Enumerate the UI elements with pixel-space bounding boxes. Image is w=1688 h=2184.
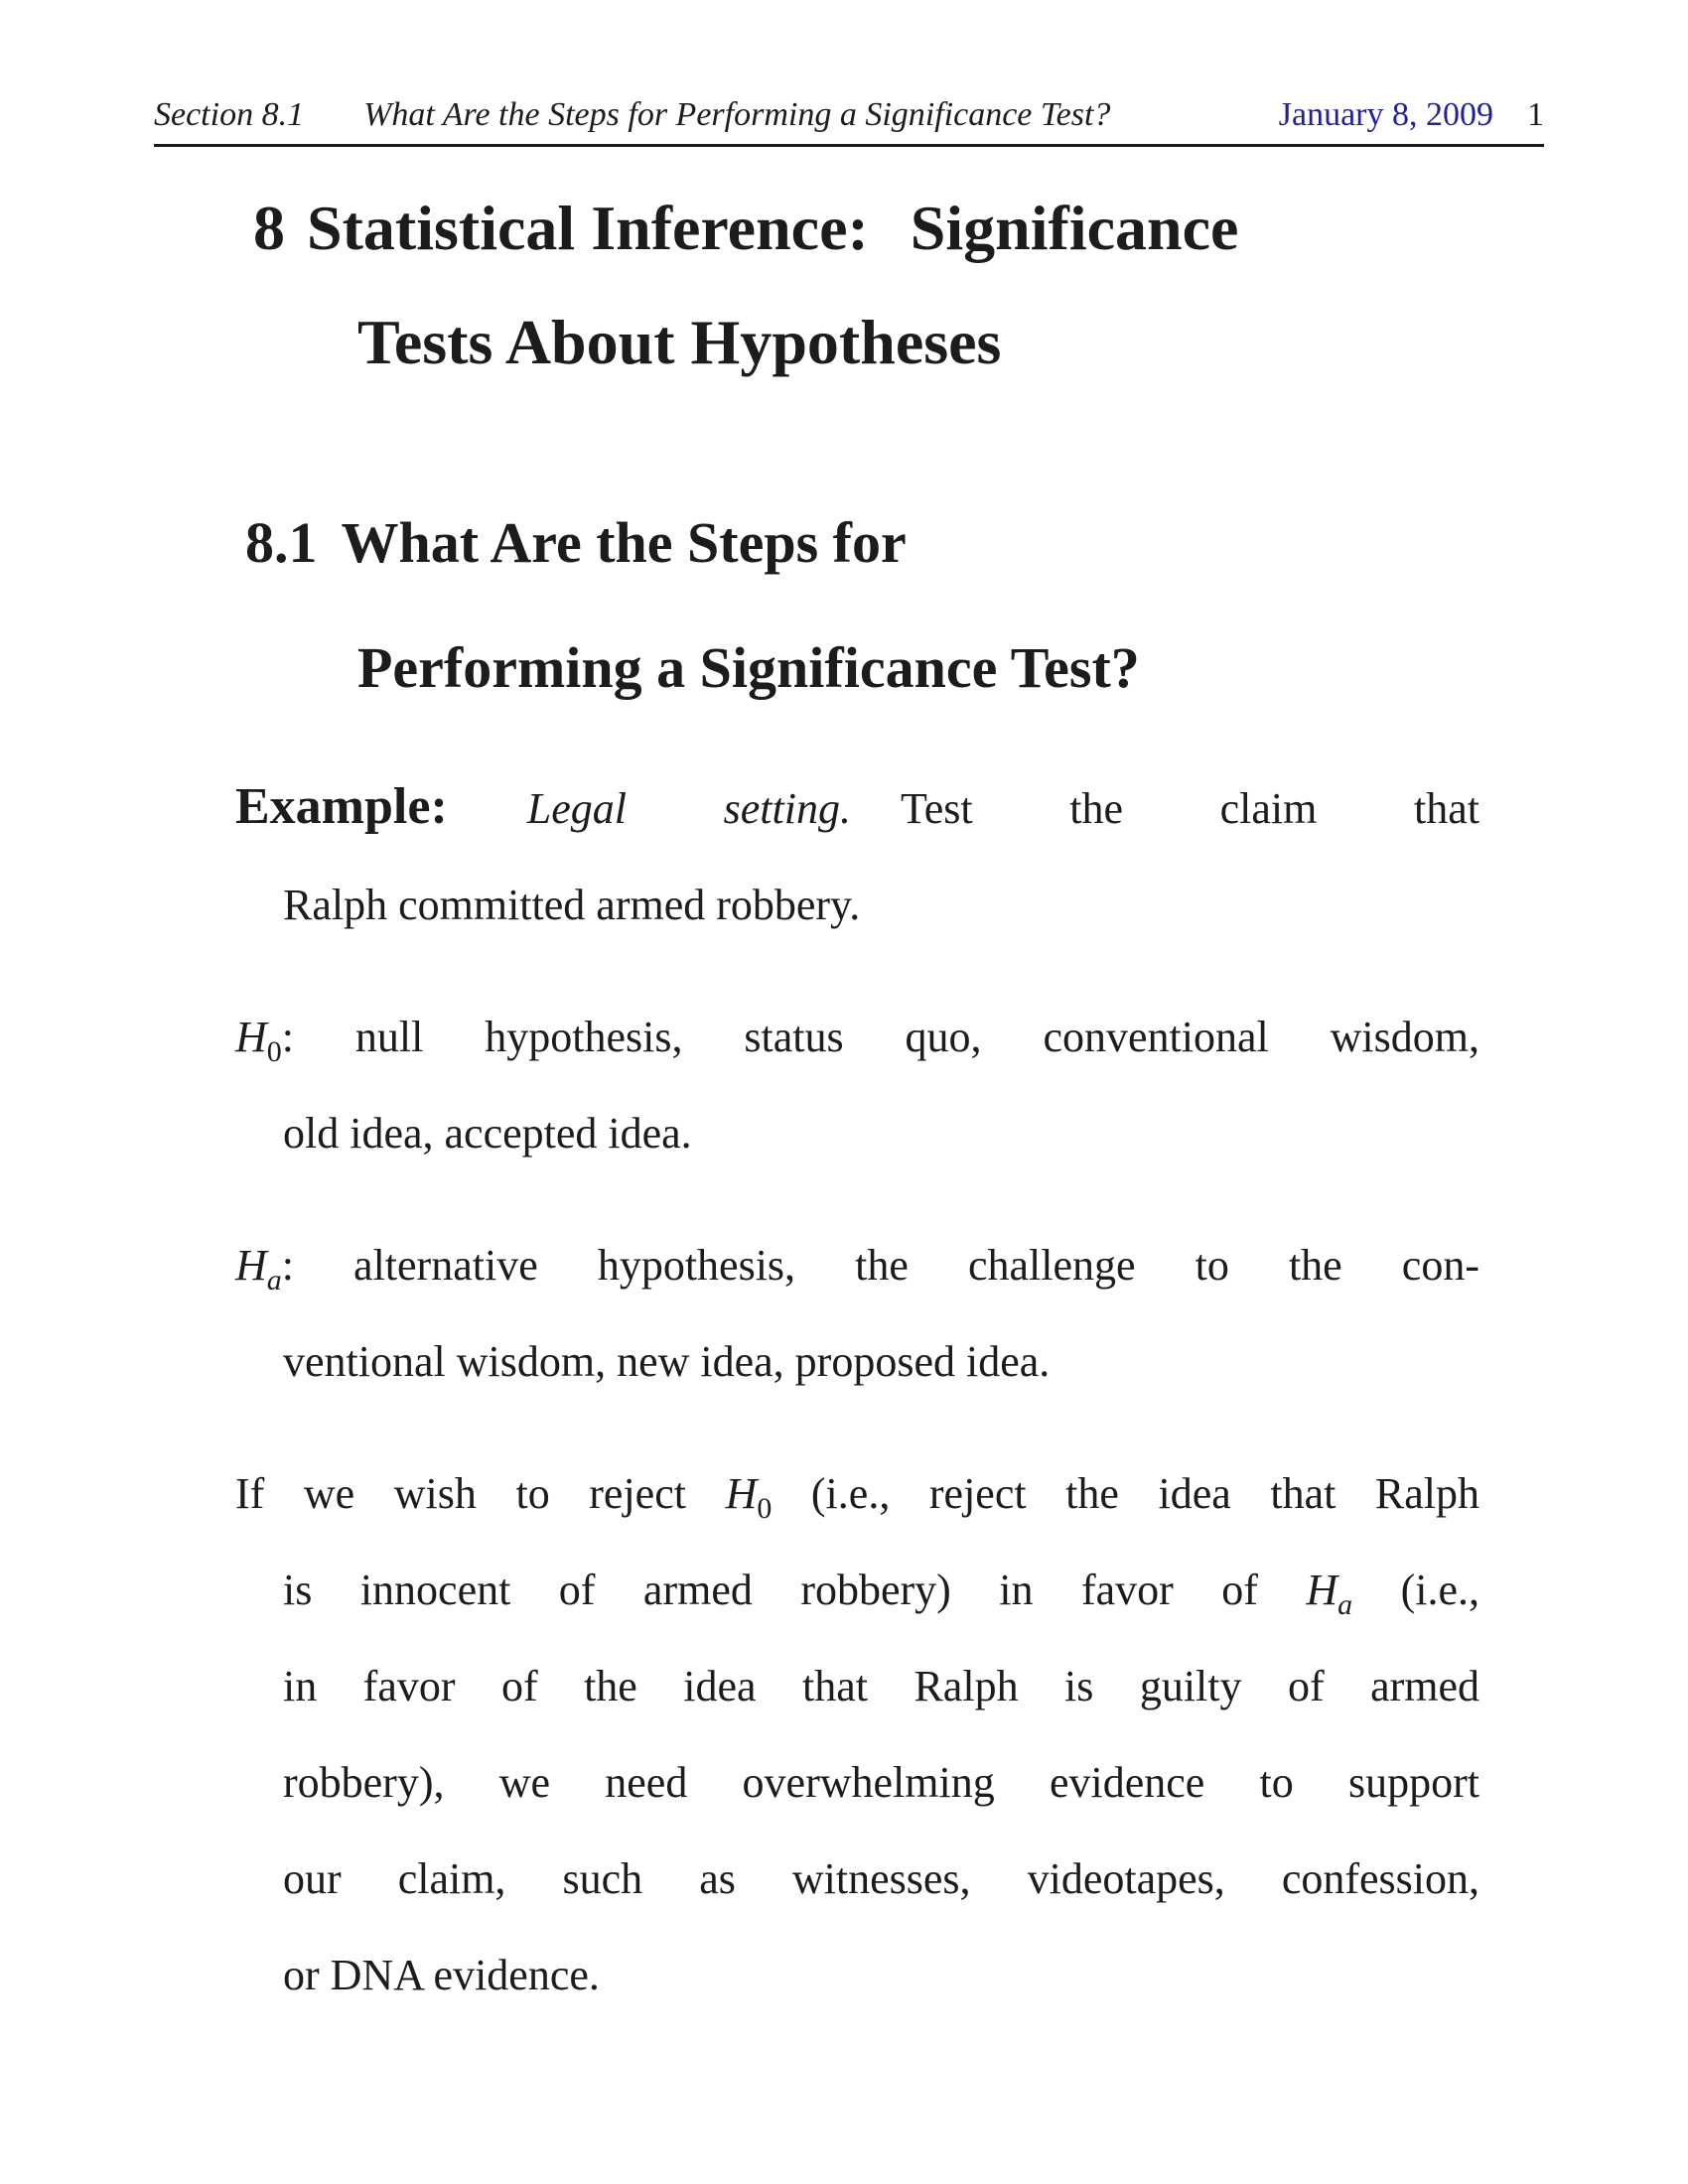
rejection-line-1-pre: If we wish to reject <box>235 1469 686 1518</box>
rejection-paragraph <box>235 1445 1480 2023</box>
null-hypothesis-line-1 <box>235 989 1479 1085</box>
alternative-hypothesis-text: : alternative hypothesis, the challenge to the con- <box>281 1241 1479 1290</box>
body-text <box>235 758 1480 2023</box>
chapter-title-text: Statistical Inference: <box>307 193 869 263</box>
ha-letter: H <box>235 1241 267 1290</box>
null-hypothesis-paragraph <box>235 989 1479 1181</box>
ha-subscript-inline: a <box>1337 1587 1353 1621</box>
alternative-hypothesis-paragraph <box>235 1217 1479 1410</box>
null-hypothesis-line-2: old idea, accepted idea. <box>283 1109 692 1158</box>
page-header <box>154 95 1544 135</box>
example-claim-text: Test the claim that <box>900 784 1479 833</box>
chapter-title-text-cont: Significance <box>910 193 1239 263</box>
rejection-line-3: in favor of the idea that Ralph is guilty of armed <box>283 1662 1479 1710</box>
rejection-line-5: our claim, such as witnesses, videotapes, confession, <box>283 1854 1479 1903</box>
example-setting-italic: Legal setting. <box>526 784 851 833</box>
header-right <box>1279 95 1544 135</box>
rejection-line-1-post: (i.e., reject the idea that Ralph <box>810 1469 1480 1518</box>
alternative-hypothesis-line-2: ventional wisdom, new idea, proposed idea. <box>283 1337 1051 1386</box>
ha-letter-inline: H <box>1306 1566 1338 1614</box>
header-rule-divider <box>154 144 1544 147</box>
ha-symbol <box>235 1241 282 1297</box>
null-hypothesis-text: : null hypothesis, status quo, conventional wisdom, <box>281 1013 1479 1061</box>
rejection-line-6: or DNA evidence. <box>283 1951 600 1999</box>
header-running-title: What Are the Steps for Performing a Significance Test? <box>363 96 1111 133</box>
page-number: 1 <box>1527 96 1544 133</box>
example-line-1 <box>235 758 1479 857</box>
section-heading-line-1 <box>245 480 1688 606</box>
h0-symbol <box>235 1013 282 1068</box>
rejection-line-1 <box>235 1445 1480 1542</box>
h0-letter-inline: H <box>725 1469 758 1518</box>
h0-subscript-inline: 0 <box>757 1491 773 1525</box>
ha-symbol-inline <box>1306 1566 1353 1621</box>
example-label: Example: <box>235 778 448 835</box>
chapter-title <box>253 171 1688 399</box>
ha-subscript: a <box>266 1263 282 1297</box>
section-number: 8.1 <box>245 510 318 575</box>
alternative-hypothesis-line-1 <box>235 1217 1479 1313</box>
section-heading-text: What Are the Steps for <box>341 510 907 575</box>
rejection-line-4: robbery), we need overwhelming evidence to support <box>283 1758 1479 1807</box>
header-date: January 8, 2009 <box>1278 96 1493 133</box>
header-section-label: Section 8.1 <box>154 96 305 133</box>
chapter-title-line-2: Tests About Hypotheses <box>357 307 1002 377</box>
rejection-line-2-pre: is innocent of armed robbery) in favor of <box>283 1566 1258 1614</box>
rejection-line-2-post: (i.e., <box>1400 1566 1479 1614</box>
chapter-number: 8 <box>253 193 285 263</box>
section-heading <box>245 480 1688 731</box>
rejection-line-2 <box>283 1542 1479 1638</box>
h0-symbol-inline <box>725 1469 773 1525</box>
example-paragraph <box>235 758 1479 953</box>
h0-letter: H <box>235 1013 267 1061</box>
header-left <box>154 95 1110 135</box>
example-line-2: Ralph committed armed robbery. <box>283 881 861 929</box>
h0-subscript: 0 <box>266 1034 282 1068</box>
chapter-title-line-1 <box>253 171 1688 285</box>
section-heading-line-2: Performing a Significance Test? <box>357 635 1140 700</box>
